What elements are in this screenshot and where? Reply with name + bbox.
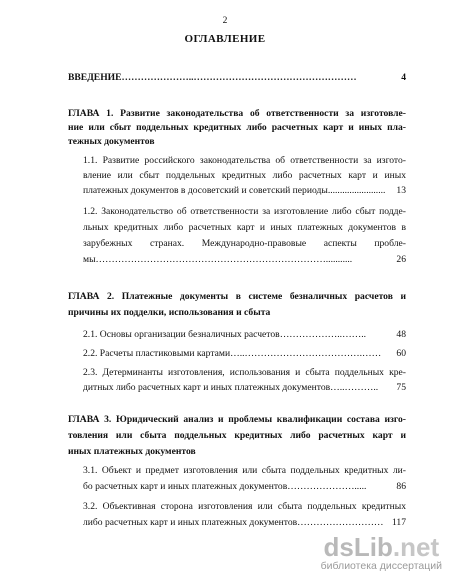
- toc-leader-dots: ........................: [327, 185, 386, 196]
- toc-entry-3-1[interactable]: [83, 480, 406, 493]
- toc-page-number: 4: [401, 72, 406, 83]
- toc-entry-1-1[interactable]: [83, 184, 406, 197]
- toc-entry-label: платежных документов в досоветский и советский периоды: [83, 185, 328, 196]
- toc-entry-label: ВВЕДЕНИЕ: [68, 72, 122, 83]
- toc-page-number: 86: [396, 481, 406, 492]
- chapter-3-heading-line[interactable]: иных платежных документов: [68, 446, 196, 457]
- chapter-2-heading-line[interactable]: ГЛАВА 2. Платежные документы в системе безналичных расчетов и: [68, 291, 406, 302]
- toc-leader-dots: ………………………: [297, 517, 384, 528]
- chapter-3-heading-line[interactable]: товления или сбыта поддельных кредитных либо расчетных карт и: [68, 430, 406, 441]
- toc-entry-3-2-line[interactable]: 3.2. Объективная сторона изготовления или сбыта поддельных кредитных: [83, 501, 406, 512]
- chapter-1-heading-line[interactable]: ГЛАВА 1. Развитие законодательства об ответственности за изготовле-: [68, 108, 406, 119]
- toc-entry-3-2[interactable]: [83, 516, 406, 529]
- toc-page-number: 26: [396, 254, 406, 265]
- toc-entry-2-3[interactable]: [83, 381, 406, 394]
- toc-leader-dots: ………………………………………………………………...........: [95, 254, 353, 265]
- toc-entry-intro[interactable]: [68, 71, 406, 84]
- toc-entry-1-1-line[interactable]: вление или сбыт поддельных кредитных либо расчетных карт и иных: [83, 170, 406, 181]
- toc-entry-2-1[interactable]: [83, 328, 406, 341]
- toc-entry-1-2-line[interactable]: льных кредитных либо расчетных карт и иных платежных документов в: [83, 222, 406, 233]
- toc-page-number: 75: [396, 382, 406, 393]
- toc-leader-dots: ………………..……..: [279, 329, 367, 340]
- toc-entry-label: 2.2. Расчеты пластиковыми картами: [83, 348, 231, 359]
- toc-entry-2-3-line[interactable]: 2.3. Детерминанты изготовления, использования и сбыта поддельных кре-: [83, 367, 406, 378]
- toc-entry-1-2-line[interactable]: 1.2. Законодательство об ответственности за изготовление либо сбыт подде-: [83, 206, 406, 217]
- watermark-logo: dsLib.net: [323, 532, 440, 562]
- toc-entry-label: бо расчетных карт и иных платежных документов: [83, 481, 288, 492]
- toc-entry-label: либо расчетных карт и иных платежных документов: [83, 517, 298, 528]
- toc-entry-label: дитных либо расчетных карт и иных платежных документов: [83, 382, 331, 393]
- toc-page-number: 117: [391, 517, 406, 528]
- toc-leader-dots: ………………….....: [287, 481, 367, 492]
- toc-entry-1-2[interactable]: [83, 253, 406, 266]
- toc-entry-label: 2.1. Основы организации безналичных расчетов: [83, 329, 280, 340]
- toc-page-number: 48: [396, 329, 406, 340]
- toc-entry-1-2-line[interactable]: зарубежных странах. Международно-правовые аспекты пробле-: [83, 238, 406, 249]
- toc-leader-dots: …..………..: [330, 382, 379, 393]
- toc-page-number: 13: [396, 185, 406, 196]
- chapter-3-heading-line[interactable]: ГЛАВА 3. Юридический анализ и проблемы квалификации состава изго-: [68, 414, 406, 425]
- chapter-2-heading-line[interactable]: причины их подделки, использования и сбыта: [68, 307, 271, 318]
- chapter-1-heading-line[interactable]: ние или сбыт поддельных кредитных либо расчетных карт и иных пла-: [68, 122, 406, 133]
- toc-leader-dots: …………………..……………………………………………: [121, 72, 357, 83]
- chapter-1-heading-line[interactable]: тежных документов: [68, 136, 155, 147]
- watermark-subtitle: библиотека диссертаций: [320, 560, 442, 572]
- page-number: 2: [222, 16, 228, 26]
- toc-entry-1-1-line[interactable]: 1.1. Развитие российского законодательства об ответственности за изгото-: [83, 155, 406, 166]
- toc-page-number: 60: [396, 348, 406, 359]
- toc-entry-2-2[interactable]: [83, 347, 406, 360]
- toc-leader-dots: …..……………………………….……: [230, 348, 382, 359]
- dslib-watermark: [321, 534, 442, 572]
- toc-entry-3-1-line[interactable]: 3.1. Объект и предмет изготовления или сбыта поддельных кредитных ли-: [83, 465, 406, 476]
- page-title: ОГЛАВЛЕНИЕ: [184, 33, 266, 45]
- toc-entry-label: мы: [83, 254, 96, 265]
